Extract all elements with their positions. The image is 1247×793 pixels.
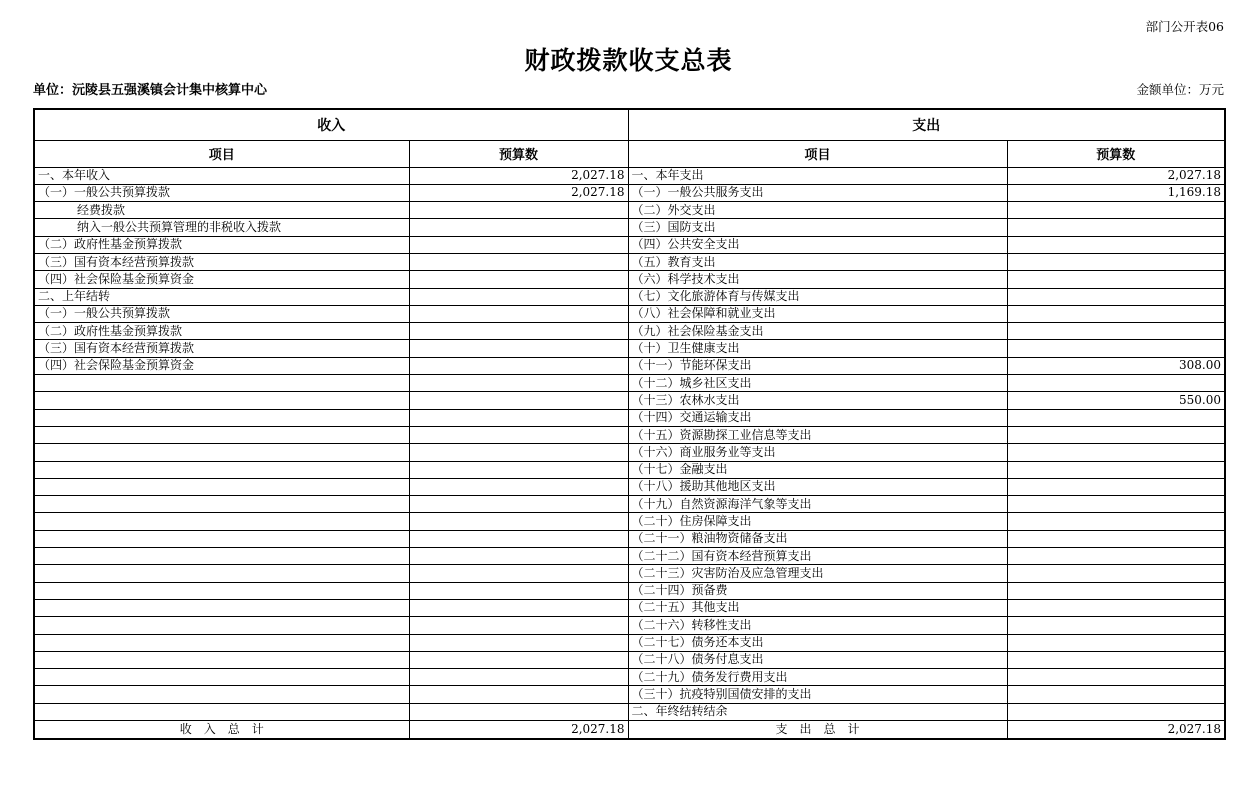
expense-item-cell: （八）社会保障和就业支出 bbox=[628, 305, 1007, 322]
income-budget-cell bbox=[409, 530, 628, 547]
income-budget-cell bbox=[409, 288, 628, 305]
income-item-cell bbox=[34, 375, 409, 392]
income-item-cell bbox=[34, 444, 409, 461]
income-item-cell bbox=[34, 530, 409, 547]
expense-total-value: 2,027.18 bbox=[1007, 721, 1225, 739]
income-budget-cell bbox=[409, 357, 628, 374]
income-item-cell bbox=[34, 565, 409, 582]
expense-item-cell: （二十八）债务付息支出 bbox=[628, 651, 1007, 668]
table-row bbox=[34, 444, 1225, 461]
table-row bbox=[34, 669, 1225, 686]
expense-budget-cell bbox=[1007, 219, 1225, 236]
income-item-cell bbox=[34, 582, 409, 599]
table-row bbox=[34, 409, 1225, 426]
table-row bbox=[34, 599, 1225, 616]
income-item-cell bbox=[34, 392, 409, 409]
expense-item-cell: （二十九）债务发行费用支出 bbox=[628, 669, 1007, 686]
expense-budget-cell bbox=[1007, 340, 1225, 357]
table-row bbox=[34, 219, 1225, 236]
income-item-cell bbox=[34, 686, 409, 703]
expense-budget-cell bbox=[1007, 530, 1225, 547]
income-budget-cell bbox=[409, 703, 628, 720]
table-row bbox=[34, 582, 1225, 599]
expense-budget-cell bbox=[1007, 669, 1225, 686]
income-item-cell bbox=[34, 634, 409, 651]
expense-item-cell: （二十三）灾害防治及应急管理支出 bbox=[628, 565, 1007, 582]
expense-budget-cell bbox=[1007, 236, 1225, 253]
expense-item-cell: （二十二）国有资本经营预算支出 bbox=[628, 548, 1007, 565]
income-item-cell: 一、本年收入 bbox=[34, 167, 409, 184]
income-budget-cell bbox=[409, 478, 628, 495]
table-row bbox=[34, 340, 1225, 357]
income-budget-cell bbox=[409, 565, 628, 582]
expense-budget-cell bbox=[1007, 444, 1225, 461]
income-item-cell: （一）一般公共预算拨款 bbox=[34, 305, 409, 322]
expense-item-cell: （七）文化旅游体育与传媒支出 bbox=[628, 288, 1007, 305]
table-row bbox=[34, 513, 1225, 530]
table-row bbox=[34, 202, 1225, 219]
income-budget-cell bbox=[409, 305, 628, 322]
expense-item-cell: （十八）援助其他地区支出 bbox=[628, 478, 1007, 495]
income-budget-cell bbox=[409, 513, 628, 530]
expense-item-cell: （二十一）粮油物资储备支出 bbox=[628, 530, 1007, 547]
income-budget-cell bbox=[409, 202, 628, 219]
table-row bbox=[34, 357, 1225, 374]
income-budget-cell bbox=[409, 271, 628, 288]
income-budget-cell bbox=[409, 617, 628, 634]
income-section-header: 收入 bbox=[34, 109, 628, 140]
page-title: 财政拨款收支总表 bbox=[524, 46, 733, 75]
expense-total-label: 支 出 总 计 bbox=[628, 721, 1007, 739]
table-row bbox=[34, 548, 1225, 565]
income-item-cell: （四）社会保险基金预算资金 bbox=[34, 271, 409, 288]
income-budget-cell bbox=[409, 548, 628, 565]
expense-item-cell: （二十七）债务还本支出 bbox=[628, 634, 1007, 651]
table-row bbox=[34, 184, 1225, 201]
income-budget-cell bbox=[409, 582, 628, 599]
expense-budget-cell bbox=[1007, 461, 1225, 478]
expense-budget-cell bbox=[1007, 634, 1225, 651]
expense-item-cell: （十九）自然资源海洋气象等支出 bbox=[628, 496, 1007, 513]
table-row bbox=[34, 392, 1225, 409]
expense-budget-cell bbox=[1007, 703, 1225, 720]
table-row bbox=[34, 461, 1225, 478]
expense-item-cell: （六）科学技术支出 bbox=[628, 271, 1007, 288]
expense-item-cell: （二十四）预备费 bbox=[628, 582, 1007, 599]
income-item-cell bbox=[34, 617, 409, 634]
income-budget-cell bbox=[409, 340, 628, 357]
table-row bbox=[34, 651, 1225, 668]
table-row bbox=[34, 496, 1225, 513]
expense-item-cell: （十六）商业服务业等支出 bbox=[628, 444, 1007, 461]
expense-budget-cell bbox=[1007, 323, 1225, 340]
income-item-cell bbox=[34, 426, 409, 443]
income-item-cell: （三）国有资本经营预算拨款 bbox=[34, 340, 409, 357]
expense-item-cell: （十五）资源勘探工业信息等支出 bbox=[628, 426, 1007, 443]
expense-item-cell: （三）国防支出 bbox=[628, 219, 1007, 236]
income-budget-cell bbox=[409, 392, 628, 409]
expense-budget-cell bbox=[1007, 617, 1225, 634]
expense-budget-cell bbox=[1007, 305, 1225, 322]
income-item-cell bbox=[34, 461, 409, 478]
income-item-cell: 经费拨款 bbox=[34, 202, 409, 219]
income-budget-cell bbox=[409, 669, 628, 686]
expense-budget-cell bbox=[1007, 202, 1225, 219]
income-item-cell: 纳入一般公共预算管理的非税收入拨款 bbox=[34, 219, 409, 236]
income-item-cell: （一）一般公共预算拨款 bbox=[34, 184, 409, 201]
table-row bbox=[34, 686, 1225, 703]
table-row bbox=[34, 530, 1225, 547]
income-item-cell bbox=[34, 548, 409, 565]
table-row bbox=[34, 375, 1225, 392]
income-item-cell: （二）政府性基金预算拨款 bbox=[34, 323, 409, 340]
expense-item-cell: （二）外交支出 bbox=[628, 202, 1007, 219]
income-budget-cell bbox=[409, 496, 628, 513]
expense-item-cell: （十七）金融支出 bbox=[628, 461, 1007, 478]
income-budget-cell bbox=[409, 219, 628, 236]
income-item-cell bbox=[34, 496, 409, 513]
income-budget-cell bbox=[409, 651, 628, 668]
table-row bbox=[34, 305, 1225, 322]
expense-item-cell: （二十五）其他支出 bbox=[628, 599, 1007, 616]
income-budget-cell bbox=[409, 375, 628, 392]
income-item-cell: （三）国有资本经营预算拨款 bbox=[34, 253, 409, 270]
table-body bbox=[34, 167, 1225, 721]
income-item-cell bbox=[34, 669, 409, 686]
income-budget-cell bbox=[409, 444, 628, 461]
table-row bbox=[34, 617, 1225, 634]
income-item-cell: （二）政府性基金预算拨款 bbox=[34, 236, 409, 253]
expense-item-cell: （二十）住房保障支出 bbox=[628, 513, 1007, 530]
income-budget-header: 预算数 bbox=[409, 140, 628, 167]
income-budget-cell bbox=[409, 634, 628, 651]
expense-item-cell: （十）卫生健康支出 bbox=[628, 340, 1007, 357]
table-row bbox=[34, 167, 1225, 184]
total-row bbox=[34, 721, 1225, 739]
meta-line bbox=[33, 79, 1224, 98]
income-item-cell bbox=[34, 409, 409, 426]
expense-budget-cell bbox=[1007, 288, 1225, 305]
table-row bbox=[34, 478, 1225, 495]
expense-budget-cell bbox=[1007, 565, 1225, 582]
income-budget-cell bbox=[409, 409, 628, 426]
expense-item-cell: （一）一般公共服务支出 bbox=[628, 184, 1007, 201]
income-budget-cell: 2,027.18 bbox=[409, 167, 628, 184]
income-item-cell: 二、上年结转 bbox=[34, 288, 409, 305]
table-row bbox=[34, 703, 1225, 720]
unit-name: 单位：沅陵县五强溪镇会计集中核算中心 bbox=[33, 83, 268, 98]
expense-item-cell: （十二）城乡社区支出 bbox=[628, 375, 1007, 392]
expense-item-cell: （十四）交通运输支出 bbox=[628, 409, 1007, 426]
expense-budget-cell bbox=[1007, 253, 1225, 270]
table-row bbox=[34, 634, 1225, 651]
income-total-label: 收 入 总 计 bbox=[34, 721, 409, 739]
doc-number: 部门公开表06 bbox=[1145, 19, 1224, 34]
income-item-cell bbox=[34, 478, 409, 495]
expense-budget-cell bbox=[1007, 496, 1225, 513]
fiscal-table bbox=[33, 108, 1226, 740]
expense-budget-cell bbox=[1007, 478, 1225, 495]
expense-budget-cell bbox=[1007, 599, 1225, 616]
expense-budget-cell bbox=[1007, 271, 1225, 288]
expense-budget-cell: 308.00 bbox=[1007, 357, 1225, 374]
expense-item-cell: （十三）农林水支出 bbox=[628, 392, 1007, 409]
expense-item-cell: 二、年终结转结余 bbox=[628, 703, 1007, 720]
section-header-row bbox=[34, 109, 1225, 140]
expense-budget-cell bbox=[1007, 582, 1225, 599]
expense-item-cell: （二十六）转移性支出 bbox=[628, 617, 1007, 634]
expense-item-cell: （四）公共安全支出 bbox=[628, 236, 1007, 253]
table-row bbox=[34, 236, 1225, 253]
expense-item-cell: （九）社会保险基金支出 bbox=[628, 323, 1007, 340]
amount-unit: 金额单位：万元 bbox=[1136, 82, 1224, 97]
expense-item-cell: 一、本年支出 bbox=[628, 167, 1007, 184]
table-row bbox=[34, 271, 1225, 288]
income-item-cell bbox=[34, 651, 409, 668]
expense-budget-cell bbox=[1007, 548, 1225, 565]
expense-budget-cell: 2,027.18 bbox=[1007, 167, 1225, 184]
income-budget-cell: 2,027.18 bbox=[409, 184, 628, 201]
income-budget-cell bbox=[409, 323, 628, 340]
expense-item-header: 项目 bbox=[628, 140, 1007, 167]
income-total-value: 2,027.18 bbox=[409, 721, 628, 739]
expense-item-cell: （三十）抗疫特别国债安排的支出 bbox=[628, 686, 1007, 703]
expense-budget-cell: 1,169.18 bbox=[1007, 184, 1225, 201]
table-row bbox=[34, 253, 1225, 270]
income-budget-cell bbox=[409, 599, 628, 616]
expense-budget-cell bbox=[1007, 375, 1225, 392]
income-budget-cell bbox=[409, 461, 628, 478]
table-row bbox=[34, 323, 1225, 340]
income-item-cell bbox=[34, 599, 409, 616]
table-row bbox=[34, 426, 1225, 443]
table-row bbox=[34, 288, 1225, 305]
income-item-header: 项目 bbox=[34, 140, 409, 167]
expense-section-header: 支出 bbox=[628, 109, 1225, 140]
table-row bbox=[34, 565, 1225, 582]
expense-budget-cell bbox=[1007, 686, 1225, 703]
income-item-cell bbox=[34, 703, 409, 720]
income-item-cell: （四）社会保险基金预算资金 bbox=[34, 357, 409, 374]
expense-budget-cell: 550.00 bbox=[1007, 392, 1225, 409]
expense-budget-cell bbox=[1007, 426, 1225, 443]
expense-budget-header: 预算数 bbox=[1007, 140, 1225, 167]
expense-budget-cell bbox=[1007, 651, 1225, 668]
expense-budget-cell bbox=[1007, 513, 1225, 530]
income-budget-cell bbox=[409, 253, 628, 270]
income-budget-cell bbox=[409, 236, 628, 253]
income-budget-cell bbox=[409, 426, 628, 443]
income-item-cell bbox=[34, 513, 409, 530]
column-header-row bbox=[34, 140, 1225, 167]
expense-item-cell: （十一）节能环保支出 bbox=[628, 357, 1007, 374]
income-budget-cell bbox=[409, 686, 628, 703]
expense-item-cell: （五）教育支出 bbox=[628, 253, 1007, 270]
expense-budget-cell bbox=[1007, 409, 1225, 426]
